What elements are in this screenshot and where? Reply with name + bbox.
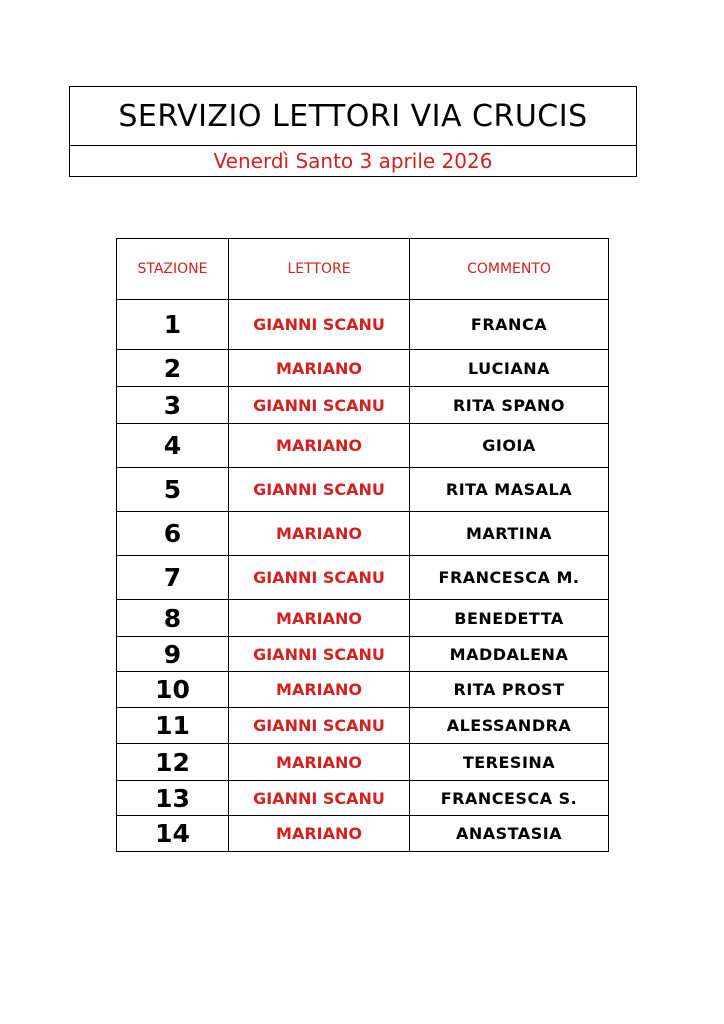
table-row [117, 637, 609, 672]
reader-name: GIANNI SCANU [229, 468, 410, 512]
table-row [117, 350, 609, 387]
station-number: 7 [117, 556, 229, 600]
station-number: 9 [117, 637, 229, 672]
comment-reader-name: MADDALENA [410, 637, 609, 672]
comment-reader-name: GIOIA [410, 424, 609, 468]
document-header [69, 86, 637, 177]
reader-name: MARIANO [229, 512, 410, 556]
station-number: 5 [117, 468, 229, 512]
column-header-stazione: STAZIONE [117, 239, 229, 300]
reader-name: MARIANO [229, 424, 410, 468]
comment-reader-name: FRANCA [410, 300, 609, 350]
station-number: 3 [117, 387, 229, 424]
table-row [117, 512, 609, 556]
station-number: 13 [117, 781, 229, 816]
reader-name: MARIANO [229, 816, 410, 852]
comment-reader-name: FRANCESCA M. [410, 556, 609, 600]
reader-name: MARIANO [229, 350, 410, 387]
comment-reader-name: ALESSANDRA [410, 708, 609, 744]
table-row [117, 816, 609, 852]
reader-name: GIANNI SCANU [229, 387, 410, 424]
table-row [117, 672, 609, 708]
comment-reader-name: FRANCESCA S. [410, 781, 609, 816]
document-title: SERVIZIO LETTORI VIA CRUCIS [70, 87, 636, 146]
table-row [117, 708, 609, 744]
comment-reader-name: BENEDETTA [410, 600, 609, 637]
table-row [117, 468, 609, 512]
reader-name: MARIANO [229, 600, 410, 637]
station-number: 8 [117, 600, 229, 637]
table-header-row [117, 239, 609, 300]
reader-name: MARIANO [229, 672, 410, 708]
table-row [117, 300, 609, 350]
station-number: 2 [117, 350, 229, 387]
table-row [117, 744, 609, 781]
reader-name: GIANNI SCANU [229, 708, 410, 744]
reader-name: MARIANO [229, 744, 410, 781]
station-number: 6 [117, 512, 229, 556]
station-number: 4 [117, 424, 229, 468]
station-number: 11 [117, 708, 229, 744]
reader-name: GIANNI SCANU [229, 556, 410, 600]
column-header-commento: COMMENTO [410, 239, 609, 300]
table-row [117, 600, 609, 637]
comment-reader-name: MARTINA [410, 512, 609, 556]
comment-reader-name: RITA PROST [410, 672, 609, 708]
table-row [117, 556, 609, 600]
reader-name: GIANNI SCANU [229, 300, 410, 350]
station-number: 12 [117, 744, 229, 781]
station-number: 10 [117, 672, 229, 708]
comment-reader-name: RITA MASALA [410, 468, 609, 512]
comment-reader-name: ANASTASIA [410, 816, 609, 852]
table-row [117, 424, 609, 468]
comment-reader-name: TERESINA [410, 744, 609, 781]
table-row [117, 781, 609, 816]
station-number: 1 [117, 300, 229, 350]
table-row [117, 387, 609, 424]
column-header-lettore: LETTORE [229, 239, 410, 300]
comment-reader-name: RITA SPANO [410, 387, 609, 424]
comment-reader-name: LUCIANA [410, 350, 609, 387]
reader-name: GIANNI SCANU [229, 637, 410, 672]
station-number: 14 [117, 816, 229, 852]
document-subtitle: Venerdì Santo 3 aprile 2026 [213, 149, 493, 173]
readers-schedule-table [116, 238, 609, 852]
reader-name: GIANNI SCANU [229, 781, 410, 816]
